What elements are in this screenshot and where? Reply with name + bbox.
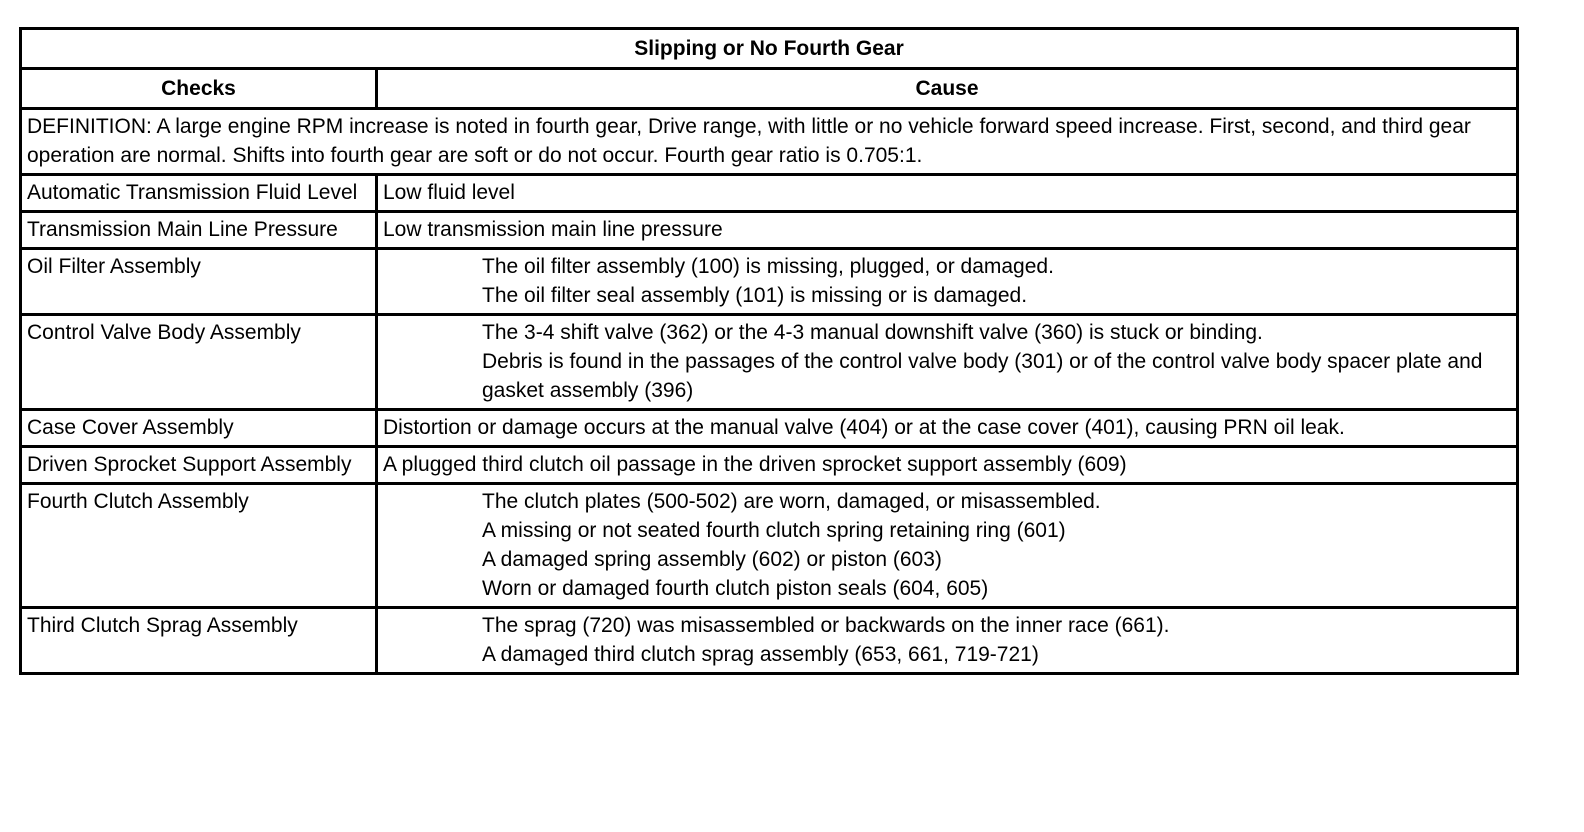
table-row (21, 608, 1518, 674)
check-cell: Automatic Transmission Fluid Level (21, 175, 377, 212)
definition-text: DEFINITION: A large engine RPM increase is noted in fourth gear, Drive range, with little or no vehicle forward speed increase. First, second, and third gear operation are normal. Shifts into fourth gear are soft or do not occur. Fourth gear ratio is 0.705:1. (21, 109, 1518, 175)
cause-cell (377, 484, 1518, 608)
table-row (21, 212, 1518, 249)
table-row (21, 410, 1518, 447)
check-cell: Transmission Main Line Pressure (21, 212, 377, 249)
cause-cell (377, 175, 1518, 212)
table-row (21, 175, 1518, 212)
cause-line: The oil filter assembly (100) is missing, plugged, or damaged. (482, 255, 1054, 278)
table-row (21, 249, 1518, 315)
cause-line: Worn or damaged fourth clutch piston seals (604, 605) (482, 577, 989, 600)
cause-line: The sprag (720) was misassembled or backwards on the inner race (661). (482, 614, 1170, 637)
cause-line: A damaged spring assembly (602) or piston (603) (482, 548, 942, 571)
cause-line: Debris is found in the passages of the control valve body (301) or of the control valve body spacer plate and gasket assembly (396) (482, 350, 1483, 402)
cause-cell (377, 447, 1518, 484)
cause-line: The oil filter seal assembly (101) is missing or is damaged. (482, 284, 1028, 307)
definition-row (21, 109, 1518, 175)
table-title: Slipping or No Fourth Gear (21, 29, 1518, 69)
cause-cell (377, 410, 1518, 447)
cause-cell (377, 249, 1518, 315)
cause-cell (377, 315, 1518, 410)
cause-line: The clutch plates (500-502) are worn, damaged, or misassembled. (482, 490, 1101, 513)
check-cell: Case Cover Assembly (21, 410, 377, 447)
table-row (21, 315, 1518, 410)
check-cell: Driven Sprocket Support Assembly (21, 447, 377, 484)
cause-line: Distortion or damage occurs at the manual valve (404) or at the case cover (401), causing PRN oil leak. (383, 416, 1345, 439)
cause-line: Low transmission main line pressure (383, 218, 723, 241)
cause-header: Cause (377, 69, 1518, 109)
cause-line: A damaged third clutch sprag assembly (653, 661, 719-721) (482, 643, 1039, 666)
cause-cell (377, 608, 1518, 674)
cause-line: A missing or not seated fourth clutch spring retaining ring (601) (482, 519, 1066, 542)
cause-cell (377, 212, 1518, 249)
header-row (21, 69, 1518, 109)
check-cell: Third Clutch Sprag Assembly (21, 608, 377, 674)
check-cell: Oil Filter Assembly (21, 249, 377, 315)
check-cell: Fourth Clutch Assembly (21, 484, 377, 608)
cause-line: The 3-4 shift valve (362) or the 4-3 manual downshift valve (360) is stuck or binding. (482, 321, 1263, 344)
cause-line: A plugged third clutch oil passage in the driven sprocket support assembly (609) (383, 453, 1127, 476)
table-row (21, 447, 1518, 484)
diagnostic-table (19, 27, 1519, 675)
cause-line: Low fluid level (383, 181, 515, 204)
checks-header: Checks (21, 69, 377, 109)
table-row (21, 484, 1518, 608)
title-row (21, 29, 1518, 69)
check-cell: Control Valve Body Assembly (21, 315, 377, 410)
